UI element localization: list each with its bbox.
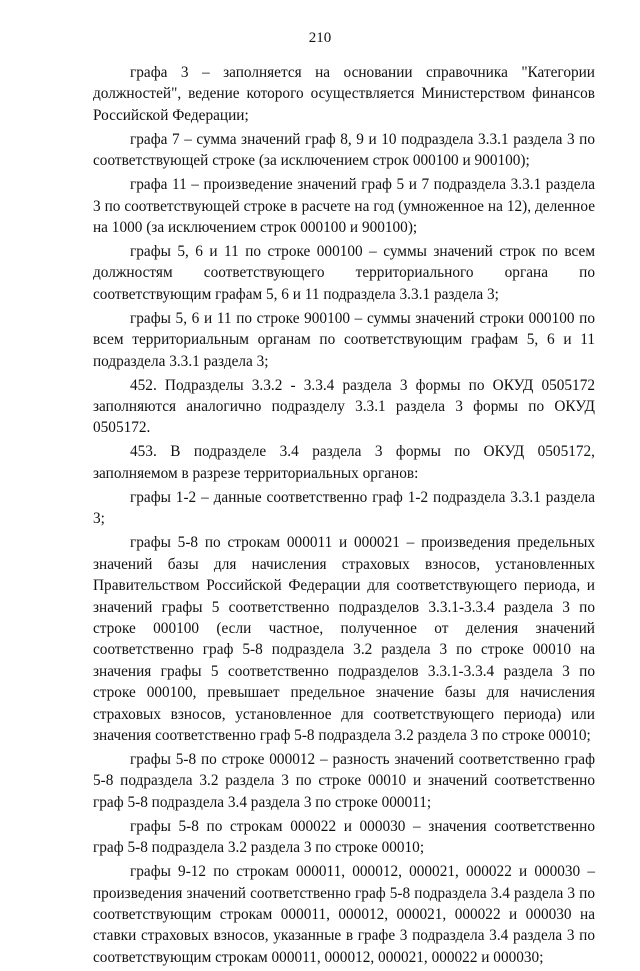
paragraph-grafy-5-8-000011-000021: графы 5-8 по строкам 000011 и 000021 – произведения предельных значений базы для начисления страховых взносов, установленных Правительством Российской Федерации для соответствующего периода, и значений графы 5 соответственно подразделов 3.3.1-3.3.4 раздела 3 по строке 000100 (если частное, полученное от деления значений соответственно граф 5-8 подраздела 3.2 раздела 3 по строке 00010 на значения графы 5 соответственно подразделов 3.3.1-3.3.4 раздела 3 по строке 000100, превышает предельное значение базы для начисления страховых взносов, установленное для соответствующего периода) или значения соответственно граф 5-8 подраздела 3.2 раздела 3 по строке 00010; — [93, 534, 595, 744]
paragraph-grafa-7: графа 7 – сумма значений граф 8, 9 и 10 подраздела 3.3.1 раздела 3 по соответствующей строке (за исключением строк 000100 и 900100); — [93, 130, 595, 170]
paragraph-item-452: 452. Подразделы 3.3.2 - 3.3.4 раздела 3 формы по ОКУД 0505172 заполняются аналогично подразделу 3.3.1 раздела 3 формы по ОКУД 0505172. — [93, 376, 595, 437]
paragraph-grafa-3: графа 3 – заполняется на основании справочника "Категории должностей", ведение которого осуществляется Министерством финансов Российской Федерации; — [93, 64, 595, 124]
document-body — [93, 62, 595, 971]
paragraph-grafy-1-2: графы 1-2 – данные соответственно граф 1-2 подраздела 3.3.1 раздела 3; — [93, 488, 595, 528]
paragraph-grafy-9-12: графы 9-12 по строкам 000011, 000012, 000021, 000022 и 000030 – произведения значений соответственно граф 5-8 подраздела 3.4 раздела 3 по соответствующим строкам 000011, 000012, 000021, 000022 и 000030 на ставки страховых взносов, указанные в графе 3 подраздела 3.4 раздела 3 по соответствующим строкам 000011, 000012, 000021, 000022 и 000030; — [93, 863, 595, 966]
paragraph-grafy-5-6-11-000100: графы 5, 6 и 11 по строке 000100 – суммы значений строк по всем должностям соответствующего территориального органа по соответствующим графам 5, 6 и 11 подраздела 3.3.1 раздела 3; — [93, 243, 595, 303]
paragraph-grafy-5-8-000022-000030: графы 5-8 по строкам 000022 и 000030 – значения соответственно граф 5-8 подраздела 3.2 раздела 3 по строке 00010; — [93, 817, 595, 857]
paragraph-grafy-5-6-11-900100: графы 5, 6 и 11 по строке 900100 – суммы значений строки 000100 по всем территориальным органам по соответствующим графам 5, 6 и 11 подраздела 3.3.1 раздела 3; — [93, 309, 595, 370]
paragraph-item-453: 453. В подразделе 3.4 раздела 3 формы по ОКУД 0505172, заполняемом в разрезе территориальных органов: — [93, 443, 595, 482]
paragraph-grafa-11: графа 11 – произведение значений граф 5 и 7 подраздела 3.3.1 раздела 3 по соответствующей строке в расчете на год (умноженное на 12), деленное на 1000 (за исключением строк 000100 и 900100); — [93, 176, 595, 237]
paragraph-grafy-5-8-000012: графы 5-8 по строке 000012 – разность значений соответственно граф 5-8 подраздела 3.2 раздела 3 по строке 00010 и значений соответственно граф 5-8 подраздела 3.4 раздела 3 по строке 000011; — [93, 750, 595, 811]
page-number: 210 — [308, 30, 332, 46]
